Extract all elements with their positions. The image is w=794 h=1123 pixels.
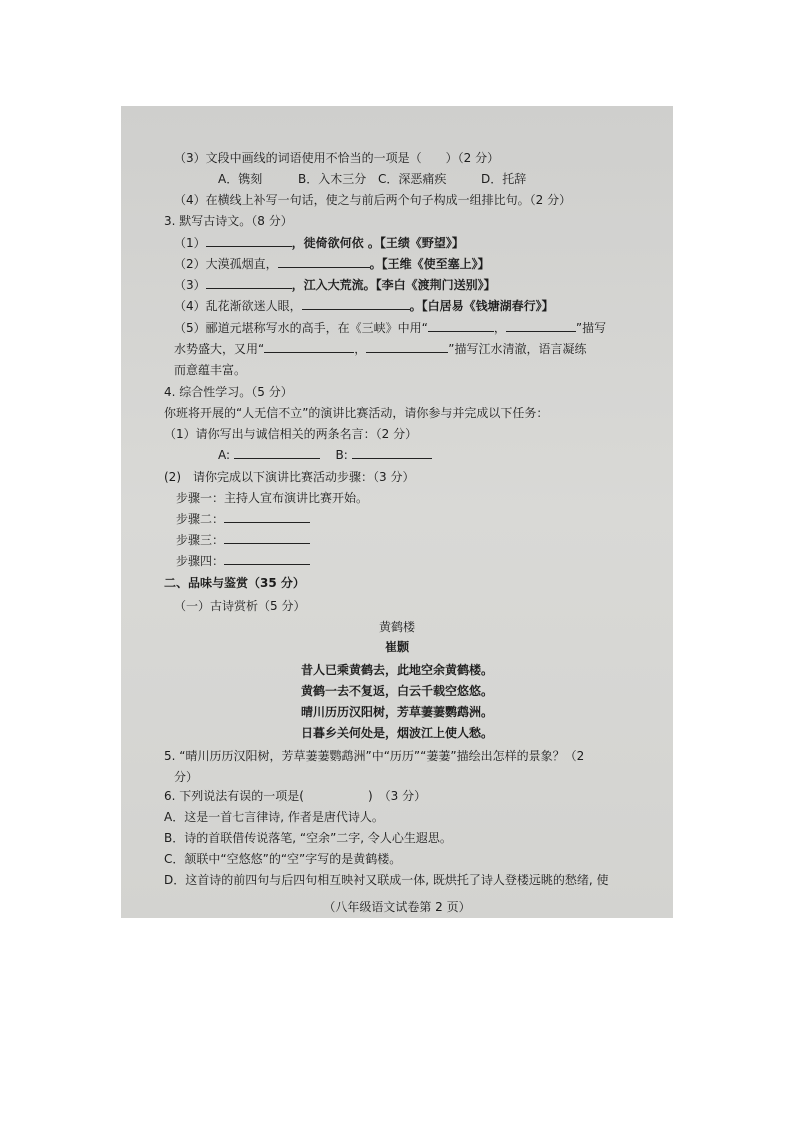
q4-step-4 [176, 553, 310, 569]
q3-line-5 [174, 320, 606, 336]
exam-paper-photo [121, 106, 673, 918]
q2-3-option-c: C．深恶痛疾 [378, 172, 447, 186]
answer-blank[interactable] [366, 341, 448, 353]
q6-stem-suffix: ) （3 分） [367, 789, 427, 803]
q3-l6-separator: ， [354, 342, 367, 356]
q4-title: 4. 综合性学习。（5 分） [164, 385, 293, 399]
q4-step-1: 步骤一：主持人宣布演讲比赛开始。 [176, 491, 369, 505]
page-footer: （八年级语文试卷第 2 页） [323, 900, 471, 914]
q3-line-3 [174, 277, 496, 293]
q4-step-3 [176, 532, 310, 548]
q3-line-4 [174, 298, 554, 314]
q6-option-b: B．诗的首联借传说落笔, “空余”二字, 令人心生遐思。 [164, 831, 452, 845]
answer-blank[interactable] [224, 553, 310, 565]
answer-blank[interactable] [206, 277, 292, 289]
q3-line-1 [174, 235, 464, 251]
q5-stem-line-2: 分） [174, 770, 199, 784]
q2-4-stem: （4）在横线上补写一句话，使之与前后两个句子构成一组排比句。（2 分） [174, 193, 572, 207]
q4-step-2-label: 步骤二： [176, 512, 225, 526]
q6-option-d: D．这首诗的前四句与后四句相互映衬又联成一体, 既烘托了诗人登楼远眺的愁绪, 使 [164, 873, 609, 887]
answer-blank[interactable] [352, 447, 432, 459]
q4-answer-line [218, 447, 432, 463]
q3-l5-suffix: ”描写 [575, 321, 607, 335]
poem-title: 黄鹤楼 [378, 620, 415, 634]
q3-l1-prefix: （1） [174, 236, 206, 250]
q3-l4-prefix: （4）乱花渐欲迷人眼， [174, 299, 302, 313]
poem-line: 日暮乡关何处是，烟波江上使人愁。 [300, 726, 493, 740]
q6-option-a: A．这是一首七言律诗, 作者是唐代诗人。 [164, 810, 384, 824]
answer-blank[interactable] [234, 447, 320, 459]
poem-line: 黄鹤一去不复返，白云千载空悠悠。 [300, 684, 493, 698]
section-2-subtitle: （一）古诗赏析（5 分） [174, 599, 306, 613]
poem-author: 崔颢 [384, 640, 409, 654]
q3-l3-prefix: （3） [174, 278, 206, 292]
q4-step-4-label: 步骤四： [176, 554, 225, 568]
q3-l6-prefix: 水势盛大，又用“ [174, 342, 265, 356]
q4-intro: 你班将开展的“人无信不立”的演讲比赛活动，请你参与并完成以下任务： [164, 406, 549, 420]
answer-blank[interactable] [264, 341, 354, 353]
q3-l1-text: ，徙倚欲何依 。【王绩《野望》】 [291, 236, 464, 250]
poem-line: 晴川历历汉阳树，芳草萋萋鹦鹉洲。 [300, 705, 493, 719]
q2-3-option-a: A．镌刻 [218, 172, 263, 186]
q3-title: 3. 默写古诗文。（8 分） [164, 214, 293, 228]
q2-3-option-d: D．托辞 [481, 172, 527, 186]
q6-stem-prefix: 6. 下列说法有误的一项是( [164, 789, 304, 803]
q4-a-label: A: [218, 448, 231, 462]
answer-blank[interactable] [506, 320, 576, 332]
q3-l3-text: ，江入大荒流。【李白《渡荆门送别》】 [291, 278, 496, 292]
q3-l6-suffix: ”描写江水清澈，语言凝练 [448, 342, 587, 356]
q2-3-stem: （3）文段中画线的词语使用不恰当的一项是（ ）（2 分） [174, 151, 500, 165]
answer-blank[interactable] [278, 256, 370, 268]
q6-option-c: C．颔联中“空悠悠”的“空”字写的是黄鹤楼。 [164, 852, 402, 866]
q5-stem-line-1: 5. “晴川历历汉阳树，芳草萋萋鹦鹉洲”中“历历”“萋萋”描绘出怎样的景象？（2 [164, 749, 585, 763]
q3-l2-prefix: （2）大漠孤烟直， [174, 257, 278, 271]
q4-step-3-label: 步骤三： [176, 533, 225, 547]
poem-line: 昔人已乘黄鹤去，此地空余黄鹤楼。 [300, 663, 493, 677]
q3-l5-prefix: （5）郦道元堪称写水的高手，在《三峡》中用“ [174, 321, 428, 335]
answer-blank[interactable] [302, 298, 410, 310]
q2-3-option-b: B．入木三分 [298, 172, 367, 186]
section-2-title: 二、品味与鉴赏（35 分） [164, 576, 305, 590]
q4-sub-2: (2) 请你完成以下演讲比赛活动步骤：（3 分） [164, 470, 415, 484]
q3-l4-text: 。【白居易《钱塘湖春行》】 [409, 299, 554, 313]
q3-l5-separator: ， [493, 321, 506, 335]
answer-blank[interactable] [428, 320, 494, 332]
q3-line-6 [174, 341, 586, 357]
q3-l2-text: 。【王维《使至塞上》】 [369, 257, 490, 271]
q4-step-2 [176, 511, 310, 527]
answer-blank[interactable] [224, 532, 310, 544]
q4-sub-1: （1）请你写出与诚信相关的两条名言：（2 分） [164, 427, 418, 441]
q6-stem [164, 788, 426, 804]
q3-line-7: 而意蕴丰富。 [174, 363, 247, 377]
q4-b-label: B: [335, 448, 348, 462]
answer-blank[interactable] [206, 235, 292, 247]
q3-line-2 [174, 256, 490, 272]
answer-blank[interactable] [224, 511, 310, 523]
